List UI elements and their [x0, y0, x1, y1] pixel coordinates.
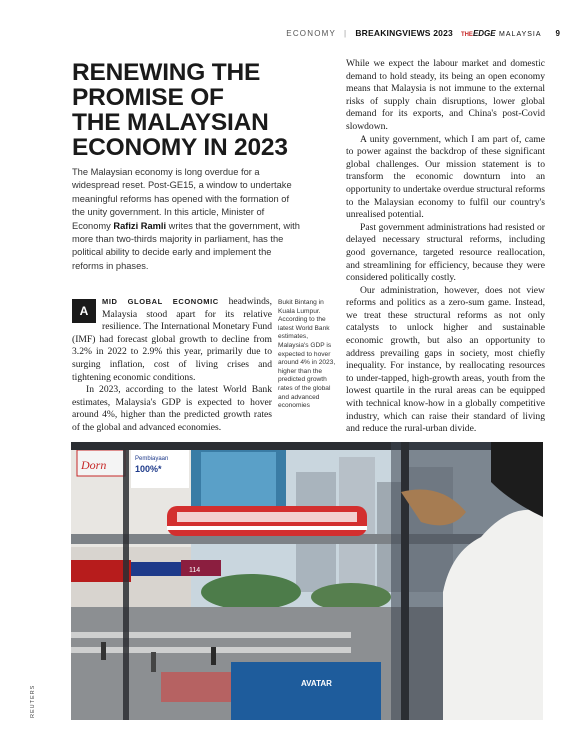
section-label: ECONOMY — [286, 28, 337, 38]
billboard-pembiayaan: Pembiayaan — [135, 456, 169, 462]
headline-line: ECONOMY IN 2023 — [72, 134, 288, 161]
headline-line: PROMISE OF — [72, 84, 224, 111]
edge-logo-the: THE — [460, 31, 473, 38]
standfirst-text-2: writes that the government, with more than two-thirds majority in parliament, has the political ability to decide early and implement the reforms in phases. — [72, 220, 300, 271]
crosswalk — [71, 632, 351, 638]
headline-line: RENEWING THE — [72, 59, 261, 86]
lead-in: MID GLOBAL ECONOMIC — [102, 297, 219, 306]
monorail-windows — [177, 512, 357, 522]
body-paragraph: In 2023, according to the latest World Bank estimates, Malaysia's GDP is expected to hover around 4%, higher than the predicted growth rates of the global and advanced economies. — [72, 384, 272, 433]
monorail-stripe — [167, 526, 367, 530]
article-column-1 — [72, 296, 272, 435]
page-number: 9 — [555, 28, 560, 38]
billboard-100: 100%* — [135, 464, 162, 474]
standfirst-text-1: The Malaysian economy is long overdue for a widespread reset. Post-GE15, a window to undertake meaningful reforms has opened with the formation of the unity government. In this article, Minister of Economy — [72, 167, 292, 231]
body-paragraph — [72, 296, 272, 384]
photo-credit: REUTERS — [30, 684, 36, 718]
body-paragraph: Past government administrations had resisted or delayed necessary structural reforms, including good governance, targeted resource reallocation, and streamlining for efficiency, because they were considered politically costly. — [346, 221, 545, 284]
header-separator: | — [344, 28, 348, 38]
shop-sign-114: 114 — [189, 567, 201, 574]
red-canopy — [161, 672, 241, 702]
window-mullion — [123, 442, 129, 720]
photo-caption: Bukit Bintang in Kuala Lumpur. According to the latest World Bank estimates, Malaysia's GDP is expected to hover around 4% in 2023, higher than the predicted growth rates of the global and advanced economies — [278, 299, 336, 410]
article-column-2 — [346, 58, 545, 436]
avatar-sign — [231, 662, 381, 720]
edge-logo-country: MALAYSIA — [499, 30, 542, 38]
shop-sign — [181, 560, 221, 576]
headline-line: THE MALAYSIAN — [72, 109, 269, 136]
body-text: headwinds, Malaysia stood apart for its relative resilience. The International Monetary Fund (IMF) had forecast global growth to decline from 3.2% in 2022 to 2.9% this year, primarily due to surging inflation, cost of living crises and tightening economic conditions. — [72, 296, 273, 383]
author-name: Rafizi Ramli — [113, 220, 167, 231]
photo-illustration — [71, 442, 543, 720]
pedestrian — [151, 652, 156, 672]
publication-title: BREAKINGVIEWS 2023 — [355, 28, 453, 38]
shop-sign — [71, 560, 131, 582]
pedestrian — [211, 647, 216, 665]
page-header — [260, 26, 560, 40]
trees — [311, 583, 391, 611]
edge-logo-edge: EDGE — [472, 28, 496, 38]
body-paragraph: A unity government, which I am part of, came to power against the backdrop of these significant global challenges. Our mission statement is to transform the economic downturn into an opportunity to undertake overdue structural reforms to the Malaysian economy to fulfil our country's unrealised potential. — [346, 133, 546, 221]
trees — [201, 574, 301, 610]
avatar-sign-text: AVATAR — [301, 679, 332, 688]
article-headline — [72, 60, 312, 160]
article-photo — [71, 442, 543, 720]
body-paragraph: Our administration, however, does not view reforms and politics as a zero-sum game. Instead, we treat these structural reforms as not only catalysts to unlock higher and sustainable economic growth, but also an opportunity to address prevailing gaps in society, most chiefly inequality. For instance, by reallocating resources to under-tapped, high-growth areas, youth from the lowest quartile in the rural areas can be equipped with technical know-how in a globally competitive industry, which can raise their standard of living and reduce the rural-urban divide. — [346, 284, 545, 435]
billboard-dorn: Dorn — [81, 458, 107, 472]
article-standfirst — [72, 166, 302, 273]
drop-cap: A — [72, 299, 96, 323]
pedestrian — [101, 642, 106, 660]
body-paragraph: While we expect the labour market and domestic demand to hold steady, its being an open economy means that Malaysia is not immune to the external risks of supply chain disruptions, lower global demand for its exports, and China's post-Covid slowdown. — [346, 58, 545, 132]
blue-billboard-panel — [201, 452, 276, 507]
window-mullion — [401, 442, 409, 720]
edge-logo — [461, 29, 542, 38]
